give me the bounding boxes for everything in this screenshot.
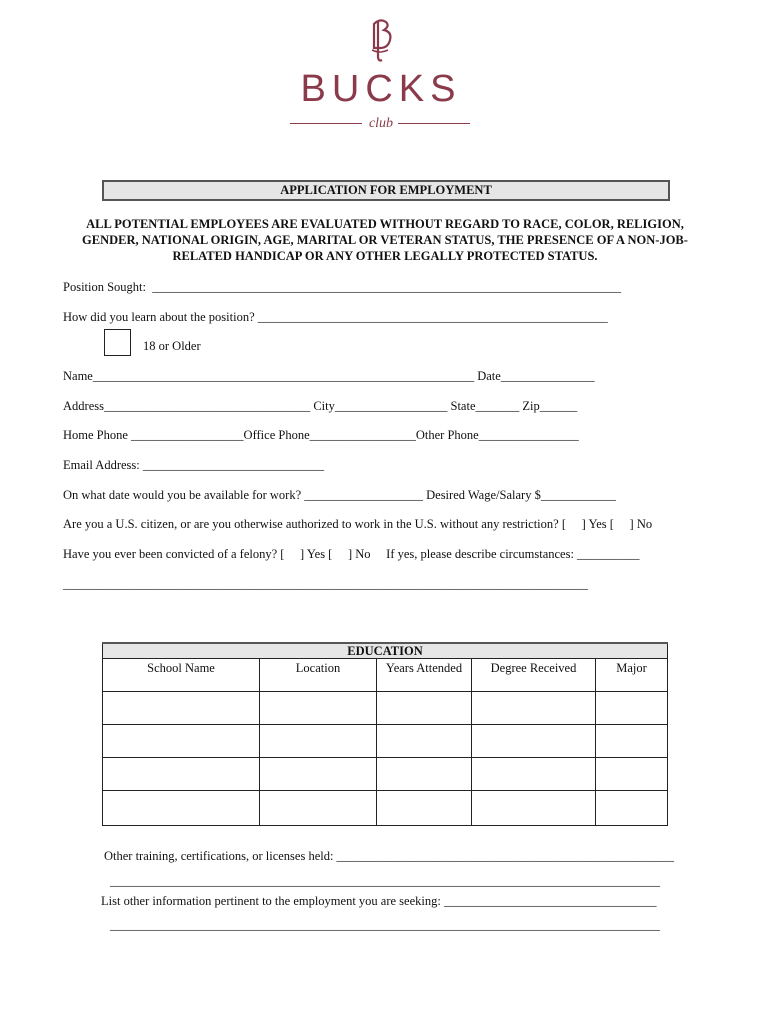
logo-subtitle: club — [368, 116, 394, 131]
age-checkbox[interactable] — [104, 329, 131, 356]
table-cell[interactable] — [377, 725, 472, 758]
table-row — [103, 758, 668, 791]
other-info-line[interactable]: ________________________________________________________________________________________ — [110, 918, 660, 932]
felony-description-line[interactable]: ____________________________________________________________________________________ — [63, 577, 588, 591]
table-row — [103, 692, 668, 725]
other-info-field[interactable]: List other information pertinent to the employment you are seeking: __________________________________ — [101, 894, 657, 908]
column-degree-received: Degree Received — [472, 659, 596, 692]
age-checkbox-label: 18 or Older — [143, 339, 201, 353]
table-cell[interactable] — [472, 758, 596, 791]
education-table — [102, 642, 668, 826]
address-field[interactable]: Address_________________________________ City__________________ State_______ Zip______ — [63, 399, 578, 413]
table-cell[interactable] — [596, 692, 668, 725]
table-cell[interactable] — [103, 758, 260, 791]
table-cell[interactable] — [103, 692, 260, 725]
availability-wage-field[interactable]: On what date would you be available for work? ___________________ Desired Wage/Salary $____________ — [63, 488, 616, 502]
table-cell[interactable] — [472, 725, 596, 758]
table-cell[interactable] — [472, 791, 596, 826]
eeo-notice: ALL POTENTIAL EMPLOYEES ARE EVALUATED WITHOUT REGARD TO RACE, COLOR, RELIGION, GENDER, NATIONAL ORIGIN, AGE, MARITAL OR VETERAN STATUS, THE PRESENCE OF A NON-JOB-RELATED HANDICAP OR ANY OTHER LEGALLY PROTECTED STATUS. — [82, 217, 688, 263]
table-cell[interactable] — [103, 791, 260, 826]
name-date-field[interactable]: Name_____________________________________________________________ Date_______________ — [63, 369, 595, 383]
table-row — [103, 725, 668, 758]
felony-question[interactable]: Have you ever been convicted of a felony? [ ] Yes [ ] No If yes, please describe circumstances: __________ — [63, 547, 640, 561]
table-cell[interactable] — [377, 758, 472, 791]
table-cell[interactable] — [377, 791, 472, 826]
table-cell[interactable] — [596, 758, 668, 791]
table-cell[interactable] — [260, 692, 377, 725]
table-cell[interactable] — [596, 791, 668, 826]
table-cell[interactable] — [260, 791, 377, 826]
column-school-name: School Name — [103, 659, 260, 692]
table-cell[interactable] — [472, 692, 596, 725]
table-cell[interactable] — [260, 725, 377, 758]
column-years-attended: Years Attended — [377, 659, 472, 692]
learn-about-position-field[interactable]: How did you learn about the position? ________________________________________________________ — [63, 310, 608, 324]
logo-wordmark: BUCKS — [300, 68, 462, 110]
other-training-field[interactable]: Other training, certifications, or licenses held: ______________________________________________________ — [104, 849, 675, 863]
bucks-club-logo-mark — [360, 16, 400, 64]
citizenship-question[interactable]: Are you a U.S. citizen, or are you otherwise authorized to work in the U.S. without any restriction? [ ] Yes [ ] No — [63, 517, 653, 531]
other-training-line[interactable]: ________________________________________________________________________________________ — [110, 874, 660, 888]
position-sought-field[interactable]: Position Sought: ___________________________________________________________________________ — [63, 280, 622, 294]
table-row — [103, 791, 668, 826]
education-title: EDUCATION — [103, 643, 668, 659]
form-title: APPLICATION FOR EMPLOYMENT — [102, 180, 670, 201]
table-cell[interactable] — [377, 692, 472, 725]
phone-fields[interactable]: Home Phone __________________Office Phone_________________Other Phone________________ — [63, 428, 579, 442]
email-field[interactable]: Email Address: _____________________________ — [63, 458, 325, 472]
column-major: Major — [596, 659, 668, 692]
column-location: Location — [260, 659, 377, 692]
table-cell[interactable] — [103, 725, 260, 758]
table-cell[interactable] — [596, 725, 668, 758]
table-cell[interactable] — [260, 758, 377, 791]
